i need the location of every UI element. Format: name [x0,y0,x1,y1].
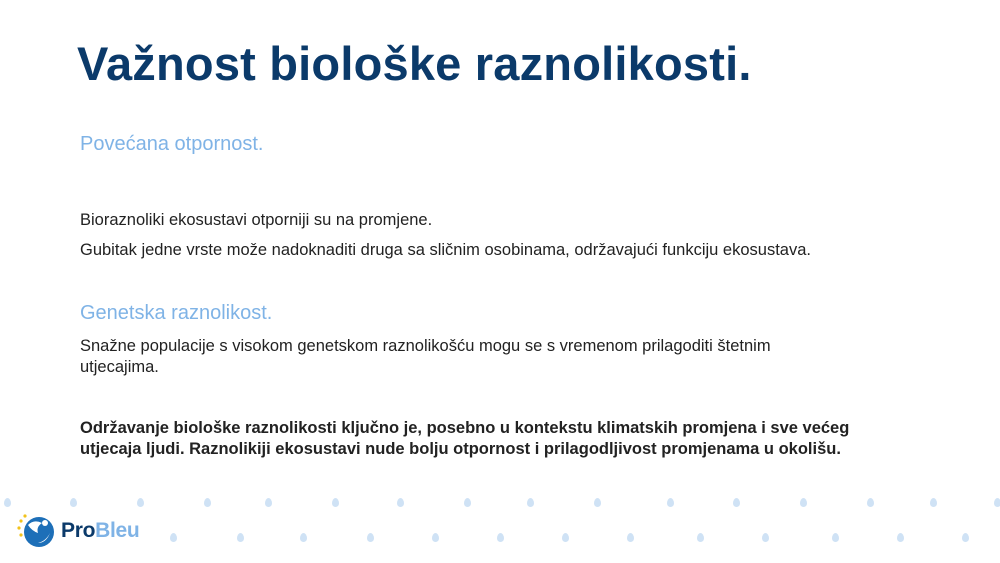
droplet-icon [697,533,704,542]
droplet-icon [464,498,471,507]
droplet-icon [497,533,504,542]
droplet-icon [137,498,144,507]
droplet-icon [594,498,601,507]
droplet-icon [733,498,740,507]
conclusion-paragraph: Održavanje biološke raznolikosti ključno je, posebno u kontekstu klimatskih promjena i sve većeg utjecaja ljudi. Raznolikiji ekosustavi nude bolju otpornost i prilagodljivost promjenama u okolišu. [80,419,850,458]
paragraph: Bioraznoliki ekosustavi otporniji su na promjene. [80,211,433,229]
droplet-icon [867,498,874,507]
paragraph: Gubitak jedne vrste može nadoknaditi druga sa sličnim osobinama, održavajući funkciju ekosustava. [80,241,811,259]
droplet-icon [762,533,769,542]
subheading-resilience: Povećana otpornost. [80,133,264,155]
droplet-icon [627,533,634,542]
droplet-icon [300,533,307,542]
probleu-logo [16,513,139,549]
paragraph: Snažne populacije s visokom genetskom raznolikošću mogu se s vremenom prilagoditi štetnim utjecajima. [80,337,771,376]
subheading-genetic-diversity: Genetska raznolikost. [80,302,273,324]
droplet-icon [4,498,11,507]
droplet-icon [332,498,339,507]
droplet-icon [667,498,674,507]
droplet-icon [265,498,272,507]
droplet-icon [527,498,534,507]
droplet-icon [237,533,244,542]
droplet-icon [70,498,77,507]
droplet-icon [204,498,211,507]
droplet-icon [930,498,937,507]
slide-title: Važnost biološke raznolikosti. [77,37,752,90]
droplet-icon [800,498,807,507]
droplet-icon [367,533,374,542]
droplet-icon [432,533,439,542]
droplet-icon [962,533,969,542]
droplet-icon [994,498,1000,507]
logo-text-bleu: Bleu [95,519,140,542]
droplet-icon [562,533,569,542]
droplet-icon [897,533,904,542]
droplet-icon [397,498,404,507]
droplet-icon [832,533,839,542]
logo-emblem-icon [16,513,56,549]
logo-text-pro: Pro [61,519,96,542]
droplet-icon [170,533,177,542]
